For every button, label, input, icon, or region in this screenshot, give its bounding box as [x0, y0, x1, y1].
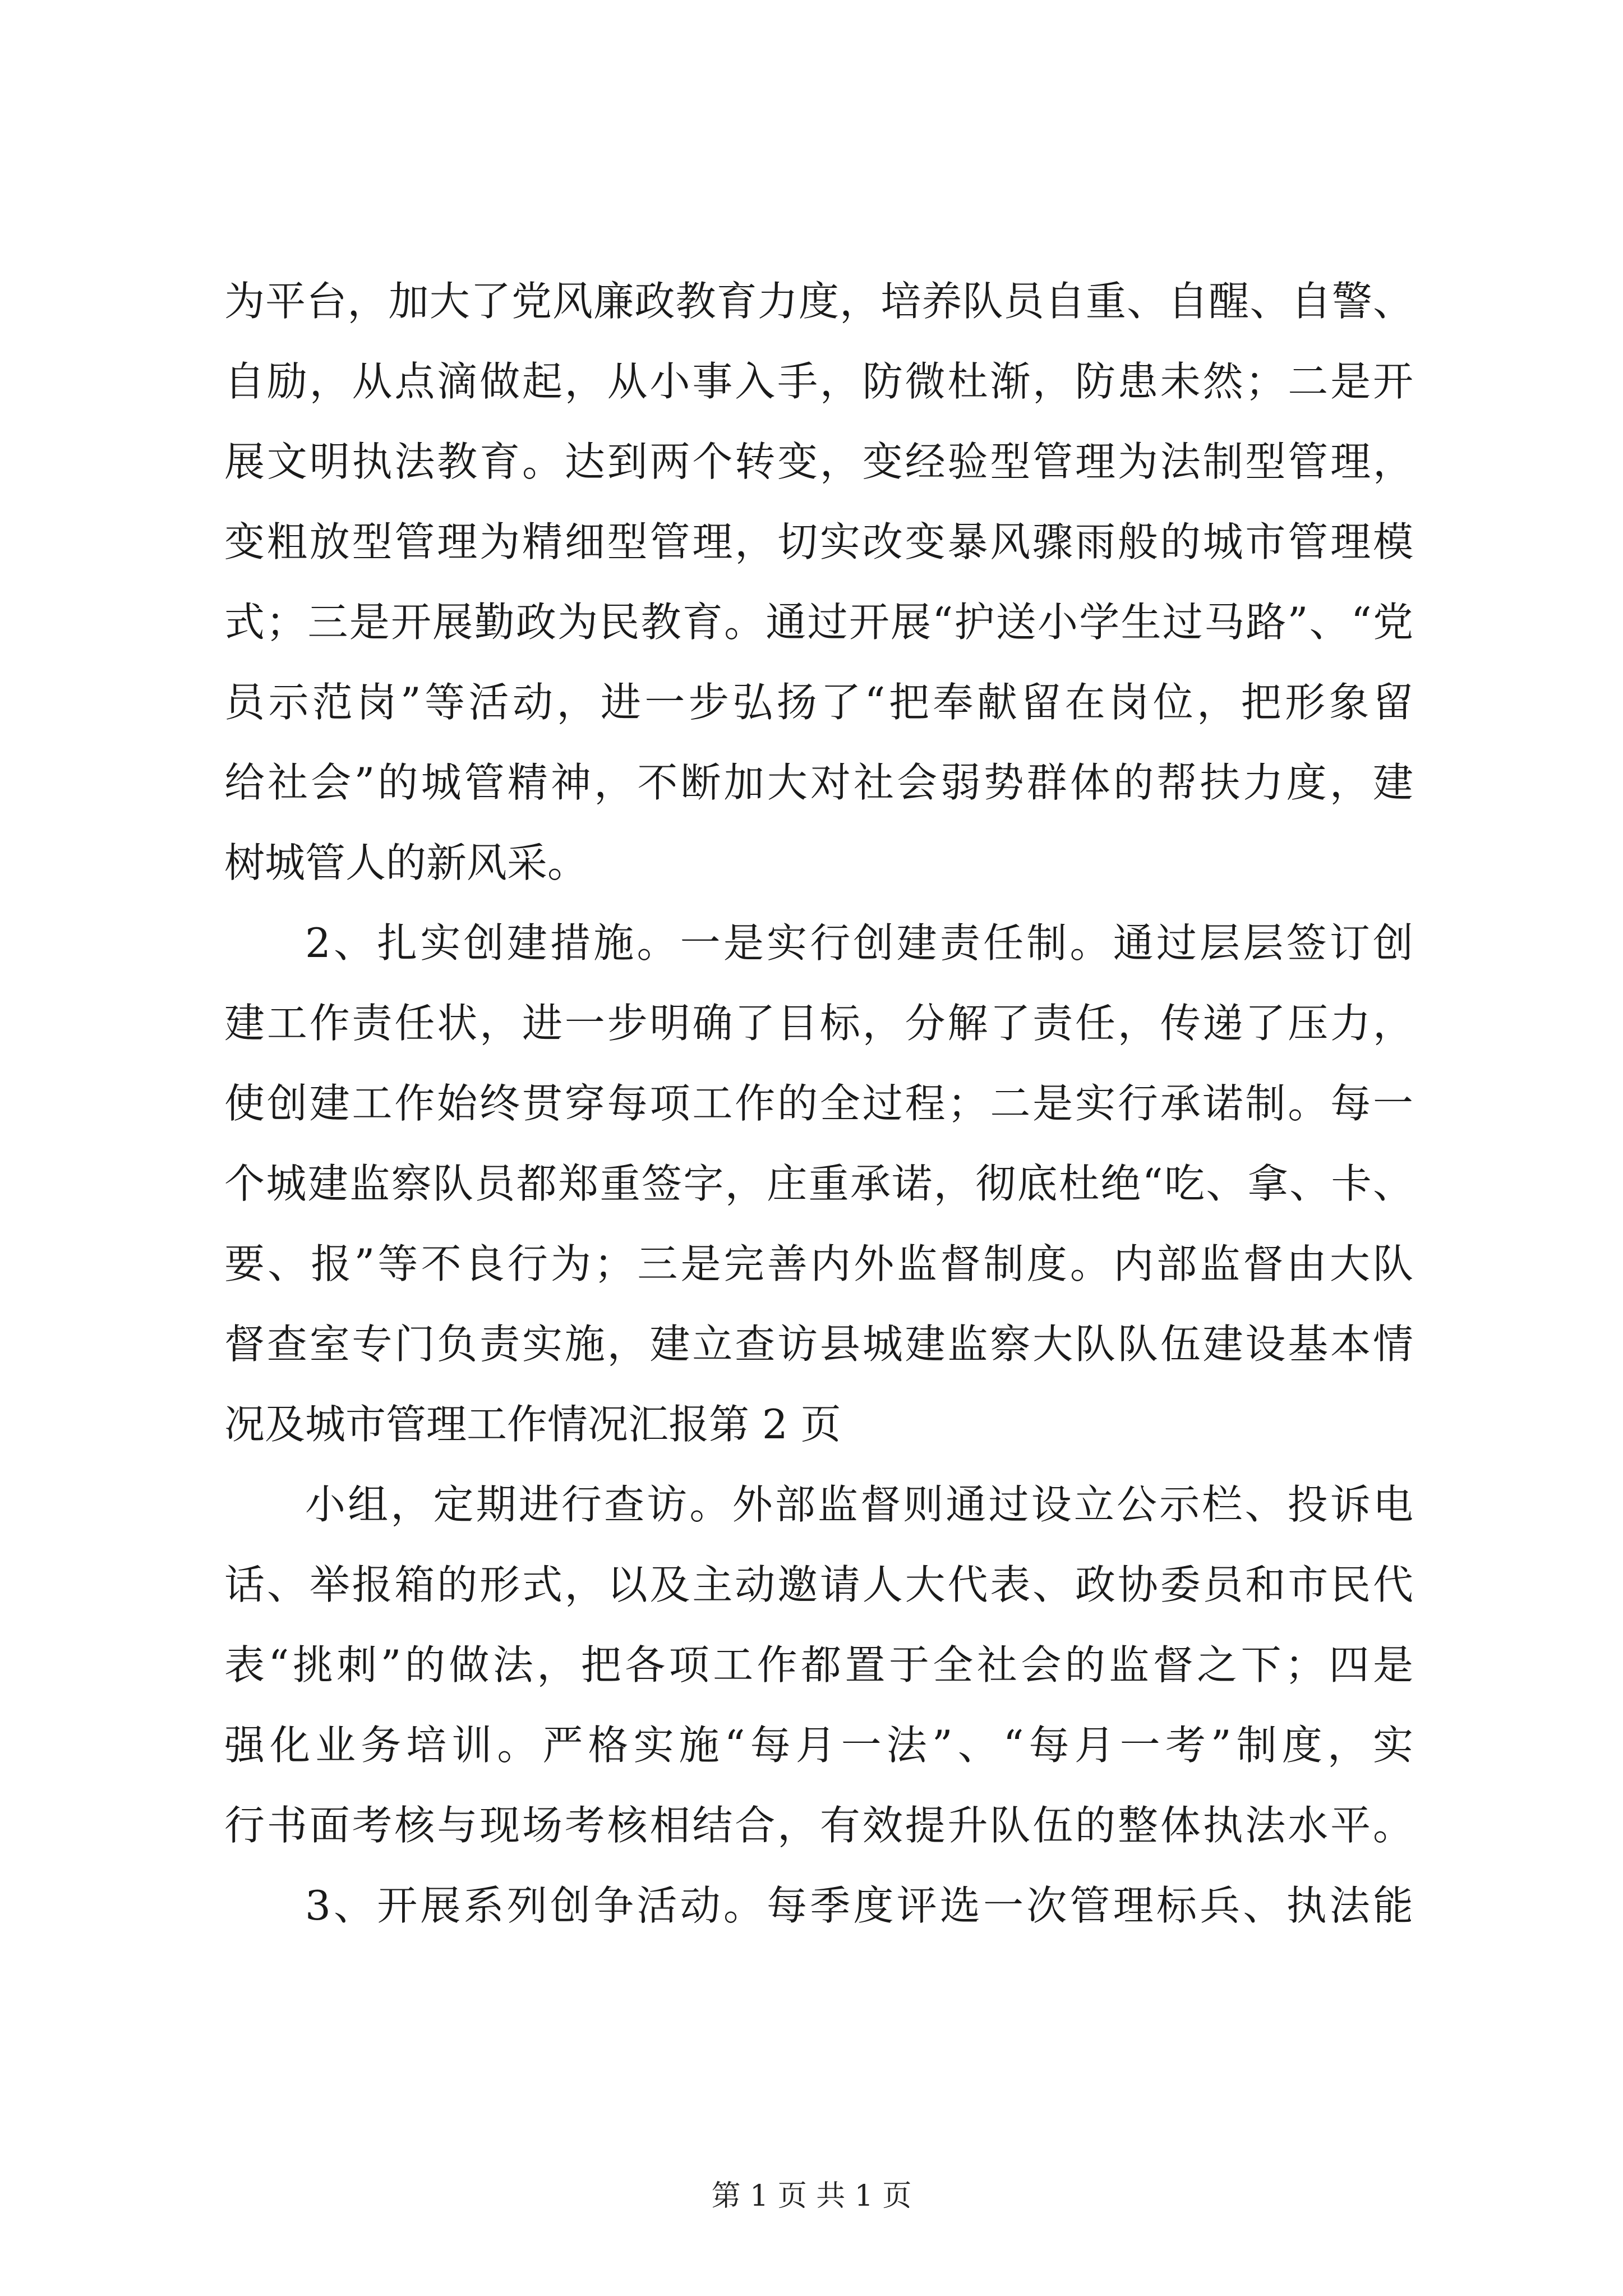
body-line: 督查室专门负责实施，建立查访县城建监察大队队伍建设基本情 — [224, 1320, 1413, 1368]
body-line: 要、报”等不良行为；三是完善内外监督制度。内部监督由大队 — [224, 1240, 1413, 1287]
paragraph-2-start: 2、扎实创建措施。一是实行创建责任制。通过层层签订创 — [305, 919, 1413, 967]
body-line: 自励，从点滴做起，从小事入手，防微杜渐，防患未然；二是开 — [224, 358, 1413, 405]
body-line: 强化业务培训。严格实施“每月一法”、“每月一考”制度，实 — [224, 1722, 1413, 1769]
body-line: 况及城市管理工作情况汇报第 2 页 — [224, 1401, 841, 1448]
body-line: 为平台，加大了党风廉政教育力度，培养队员自重、自醒、自警、 — [224, 278, 1413, 325]
body-line: 式；三是开展勤政为民教育。通过开展“护送小学生过马路”、“党 — [224, 599, 1413, 646]
paragraph-3-start: 3、开展系列创争活动。每季度评选一次管理标兵、执法能 — [305, 1882, 1413, 1929]
body-line: 个城建监察队员都郑重签字，庄重承诺，彻底杜绝“吃、拿、卡、 — [224, 1160, 1413, 1207]
body-line: 给社会”的城管精神，不断加大对社会弱势群体的帮扶力度，建 — [224, 759, 1413, 806]
body-line: 行书面考核与现场考核相结合，有效提升队伍的整体执法水平。 — [224, 1802, 1413, 1849]
body-line: 展文明执法教育。达到两个转变，变经验型管理为法制型管理， — [224, 438, 1413, 485]
body-line: 表“挑刺”的做法，把各项工作都置于全社会的监督之下；四是 — [224, 1641, 1413, 1688]
body-line: 树城管人的新风采。 — [224, 839, 588, 886]
page-footer: 第 1 页 共 1 页 — [711, 2179, 912, 2213]
body-line: 员示范岗”等活动，进一步弘扬了“把奉献留在岗位，把形象留 — [224, 679, 1413, 726]
body-line: 话、举报箱的形式，以及主动邀请人大代表、政协委员和市民代 — [224, 1561, 1413, 1608]
body-line: 变粗放型管理为精细型管理，切实改变暴风骤雨般的城市管理模 — [224, 518, 1413, 565]
paragraph-start: 小组，定期进行查访。外部监督则通过设立公示栏、投诉电 — [305, 1481, 1413, 1528]
body-line: 使创建工作始终贯穿每项工作的全过程；二是实行承诺制。每一 — [224, 1080, 1413, 1127]
body-line: 建工作责任状，进一步明确了目标，分解了责任，传递了压力， — [224, 1000, 1413, 1047]
